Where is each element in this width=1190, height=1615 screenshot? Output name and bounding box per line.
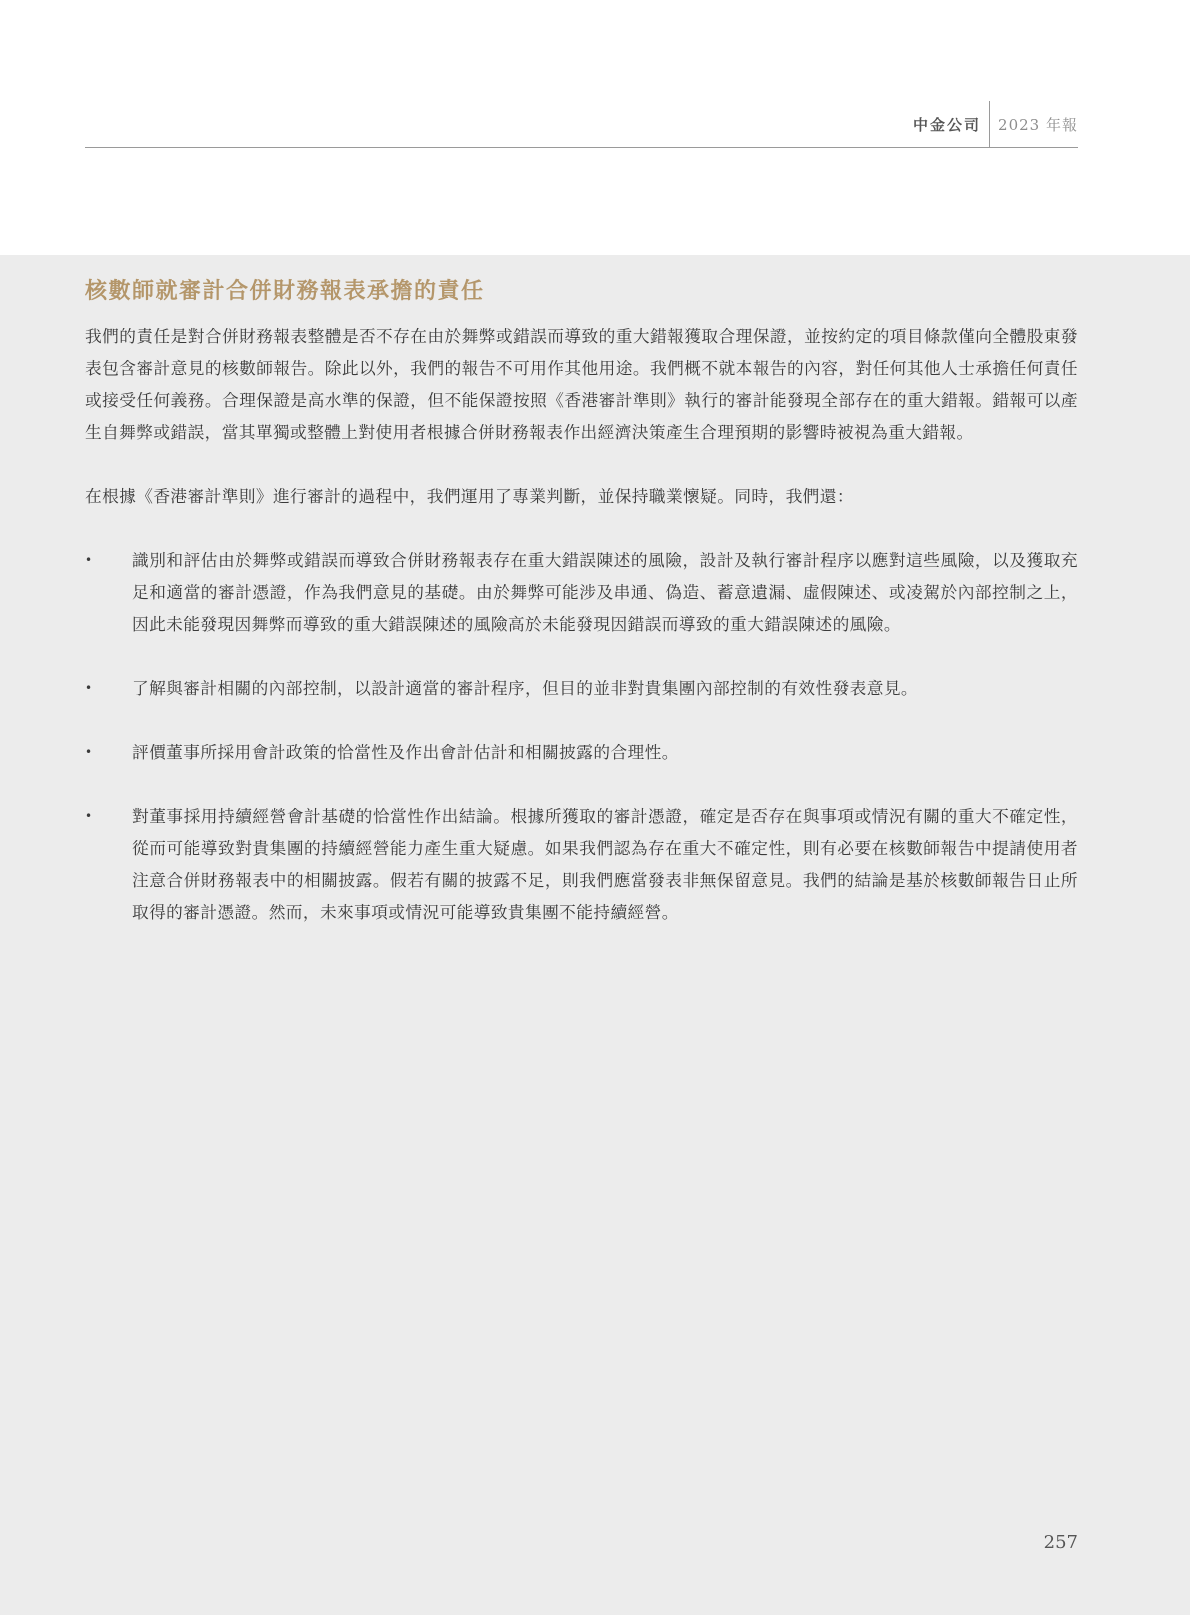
bullet-icon: • xyxy=(85,745,93,759)
report-title: 2023 年報 xyxy=(998,115,1078,134)
paragraph-responsibility: 我們的責任是對合併財務報表整體是否不存在由於舞弊或錯誤而導致的重大錯報獲取合理保證，並按約定的項目條款僅向全體股東發表包含審計意見的核數師報告。除此以外，我們的報告不可用作其他用途。我們概不就本報告的內容，對任何其他人士承擔任何責任或接受任何義務。合理保證是高水準的保證，但不能保證按照《香港審計準則》執行的審計能發現全部存在的重大錯報。錯報可以產生自舞弊或錯誤，當其單獨或整體上對使用者根據合併財務報表作出經濟決策產生合理預期的影響時被視為重大錯報。 xyxy=(85,326,1078,442)
bullet-icon: • xyxy=(85,553,93,567)
list-item-text: 識別和評估由於舞弊或錯誤而導致合併財務報表存在重大錯誤陳述的風險，設計及執行審計程序以應對這些風險，以及獲取充足和適當的審計憑證，作為我們意見的基礎。由於舞弊可能涉及串通、偽造、蓄意遺漏、虛假陳述、或凌駕於內部控制之上，因此未能發現因舞弊而導致的重大錯誤陳述的風險高於未能發現因錯誤而導致的重大錯誤陳述的風險。 xyxy=(132,550,1078,634)
company-name: 中金公司 xyxy=(913,115,982,134)
list-item-text: 對董事採用持續經營會計基礎的恰當性作出結論。根據所獲取的審計憑證，確定是否存在與事項或情況有關的重大不確定性，從而可能導致對貴集團的持續經營能力產生重大疑慮。如果我們認為存在重大不確定性，則有必要在核數師報告中提請使用者注意合併財務報表中的相關披露。假若有關的披露不足，則我們應當發表非無保留意見。我們的結論是基於核數師報告日止所取得的審計憑證。然而，未來事項或情況可能導致貴集團不能持續經營。 xyxy=(132,806,1078,922)
list-item xyxy=(85,544,1078,640)
section-body xyxy=(85,320,1078,960)
main-content xyxy=(0,255,1190,1615)
bullet-icon: • xyxy=(85,681,93,695)
page-number: 257 xyxy=(1043,1532,1078,1553)
list-item-text: 了解與審計相關的內部控制，以設計適當的審計程序，但目的並非對貴集團內部控制的有效性發表意見。 xyxy=(132,678,919,698)
section-title: 核數師就審計合併財務報表承擔的責任 xyxy=(85,279,485,304)
header-meta xyxy=(913,101,1078,147)
header-rule xyxy=(85,147,1078,148)
list-item-text: 評價董事所採用會計政策的恰當性及作出會計估計和相關披露的合理性。 xyxy=(132,742,679,762)
paragraph-procedure-intro: 在根據《香港審計準則》進行審計的過程中，我們運用了專業判斷，並保持職業懷疑。同時，我們還： xyxy=(85,486,854,506)
bullet-list xyxy=(85,544,1078,928)
list-item xyxy=(85,672,1078,704)
bullet-icon: • xyxy=(85,809,93,823)
list-item xyxy=(85,736,1078,768)
list-item xyxy=(85,800,1078,928)
page-header xyxy=(0,0,1190,255)
